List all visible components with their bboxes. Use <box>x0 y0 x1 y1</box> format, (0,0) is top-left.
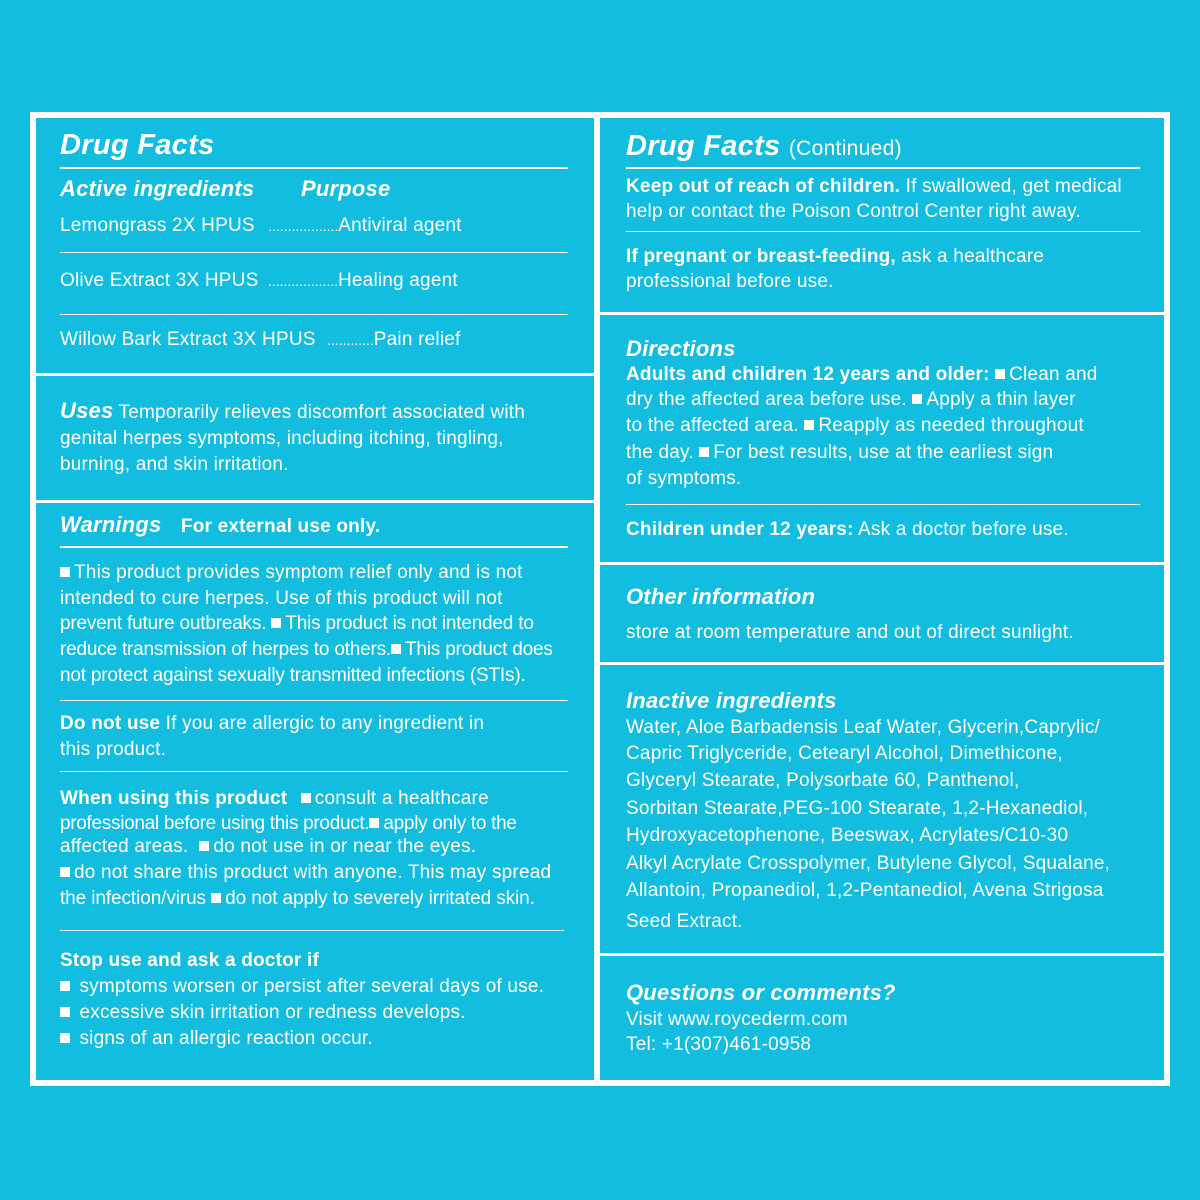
bullet-square <box>60 1007 70 1017</box>
uses-label: Uses <box>60 398 114 423</box>
ingredient-row <box>60 213 462 239</box>
do-not-use-divider <box>60 771 568 772</box>
other-information-box <box>597 562 1167 665</box>
uses-line <box>60 398 525 426</box>
stop-use-item: excessive skin irritation or redness develops. <box>60 1000 466 1026</box>
ingredient-divider <box>60 314 568 315</box>
ingredient-name: Lemongrass 2X HPUS <box>60 215 255 236</box>
bullet-square <box>369 818 379 828</box>
stop-use-label: Stop use and ask a doctor if <box>60 950 319 971</box>
bullet-square <box>211 893 221 903</box>
bullet-square <box>60 567 70 577</box>
warnings-rule <box>60 546 568 548</box>
inactive-line: Hydroxyacetophenone, Beeswax, Acrylates/C10-30 <box>626 825 1069 846</box>
other-information-label: Other information <box>626 584 816 609</box>
leader-dots: .................. <box>267 273 338 289</box>
pregnant-label: If pregnant or breast-feeding, <box>626 246 896 267</box>
when-using-line: affected areas. do not use in or near the eyes. <box>60 836 477 857</box>
drug-facts-continued-title: Drug Facts (Continued) <box>626 130 902 162</box>
ingredient-divider <box>60 252 568 253</box>
children-label: Children under 12 years: <box>626 519 854 540</box>
directions-line: to the affected area. Reapply as needed throughout <box>626 415 1084 436</box>
bullet-square <box>391 644 401 654</box>
do-not-use-line: this product. <box>60 739 167 760</box>
continued-title-rule <box>626 167 1140 169</box>
directions-divider <box>626 504 1140 505</box>
inactive-line: Water, Aloe Barbadensis Leaf Water, Glycerin,Caprylic/ <box>626 717 1101 738</box>
directions-line: dry the affected area before use. Apply a thin layer <box>626 389 1076 410</box>
bullet-square <box>60 981 70 991</box>
leader-dots: .................. <box>268 218 339 234</box>
warnings-line: intended to cure herpes. Use of this product will not <box>60 588 503 609</box>
inactive-line: Seed Extract. <box>626 911 743 932</box>
active-ingredients-header: Active ingredients <box>60 176 255 201</box>
inactive-line: Allantoin, Propanediol, 1,2-Pentanediol, Avena Strigosa <box>626 880 1104 901</box>
questions-website: Visit www.roycederm.com <box>626 1009 848 1030</box>
continued-suffix: (Continued) <box>788 137 902 160</box>
pregnant-line: If pregnant or breast-feeding, ask a healthcare <box>626 246 1045 267</box>
keep-out-label: Keep out of reach of children. <box>626 176 901 197</box>
inactive-line: Sorbitan Stearate,PEG-100 Stearate, 1,2-Hexanediol, <box>626 798 1089 819</box>
warnings-line: This product provides symptom relief only and is not <box>60 560 523 586</box>
questions-label: Questions or comments? <box>626 980 896 1005</box>
inactive-line: Capric Triglyceride, Cetearyl Alcohol, Dimethicone, <box>626 743 1063 764</box>
stop-use-item: signs of an allergic reaction occur. <box>60 1026 373 1052</box>
other-information-text: store at room temperature and out of direct sunlight. <box>626 622 1074 643</box>
when-using-label: When using this product <box>60 788 288 809</box>
directions-label: Directions <box>626 336 736 361</box>
ingredient-row <box>60 327 461 353</box>
bullet-square <box>271 618 281 628</box>
bullet-square <box>60 867 70 877</box>
purpose-header: Purpose <box>301 176 391 201</box>
directions-line: Adults and children 12 years and older: Clean and <box>626 364 1098 385</box>
bullet-square <box>199 841 209 851</box>
drug-facts-title: Drug Facts <box>60 129 215 161</box>
when-using-line: When using this product consult a healthcare <box>60 788 489 809</box>
ingredient-purpose: Antiviral agent <box>338 215 462 236</box>
keep-out-line: Keep out of reach of children. If swallowed, get medical <box>626 176 1122 197</box>
ingredient-purpose: Healing agent <box>337 270 458 291</box>
bullet-square <box>804 420 814 430</box>
inactive-line: Alkyl Acrylate Crosspolymer, Butylene Glycol, Squalane, <box>626 853 1111 874</box>
ingredient-name: Willow Bark Extract 3X HPUS <box>60 329 316 350</box>
when-using-line: do not share this product with anyone. This may spread <box>60 860 551 886</box>
warnings-line: not protect against sexually transmitted infections (STIs). <box>60 665 526 686</box>
do-not-use-label: Do not use <box>60 713 161 734</box>
bullet-square <box>60 1033 70 1043</box>
warnings-divider <box>60 700 568 701</box>
bullet-square <box>995 369 1005 379</box>
uses-line: burning, and skin irritation. <box>60 454 289 475</box>
leader-dots: ............ <box>327 332 374 348</box>
keep-out-line: help or contact the Poison Control Center right away. <box>626 201 1081 222</box>
directions-line: the day. For best results, use at the earliest sign <box>626 442 1054 463</box>
questions-phone: Tel: +1(307)461-0958 <box>626 1034 812 1055</box>
directions-line: of symptoms. <box>626 468 742 489</box>
bullet-square <box>699 447 709 457</box>
children-line: Children under 12 years: Ask a doctor before use. <box>626 519 1069 540</box>
inactive-ingredients-label: Inactive ingredients <box>626 688 837 713</box>
warnings-label: Warnings <box>60 512 162 537</box>
keep-out-divider <box>626 231 1140 232</box>
ingredient-row <box>60 268 458 294</box>
pregnant-line: professional before use. <box>626 271 834 292</box>
warnings-heading <box>60 512 380 540</box>
bullet-square <box>301 793 311 803</box>
do-not-use-line: Do not use If you are allergic to any ingredient in <box>60 713 485 734</box>
warnings-line: reduce transmission of herpes to others. This product does <box>60 639 553 660</box>
when-using-line: professional before using this product. apply only to the <box>60 813 517 834</box>
bullet-square <box>912 394 922 404</box>
directions-adults-label: Adults and children 12 years and older: <box>626 364 990 385</box>
stop-use-item: symptoms worsen or persist after several days of use. <box>60 974 544 1000</box>
ingredient-name: Olive Extract 3X HPUS <box>60 270 259 291</box>
uses-line: genital herpes symptoms, including itching, tingling, <box>60 428 504 449</box>
uses-text: Temporarily relieves discomfort associated with <box>118 402 525 423</box>
when-using-divider <box>60 930 564 931</box>
title-rule <box>60 167 568 169</box>
warnings-line: prevent future outbreaks. This product is not intended to <box>60 613 534 634</box>
when-using-line: the infection/virus do not apply to severely irritated skin. <box>60 888 535 909</box>
ingredient-purpose: Pain relief <box>373 329 461 350</box>
inactive-line: Glyceryl Stearate, Polysorbate 60, Panthenol, <box>626 770 1020 791</box>
warnings-subtitle: For external use only. <box>180 516 381 537</box>
